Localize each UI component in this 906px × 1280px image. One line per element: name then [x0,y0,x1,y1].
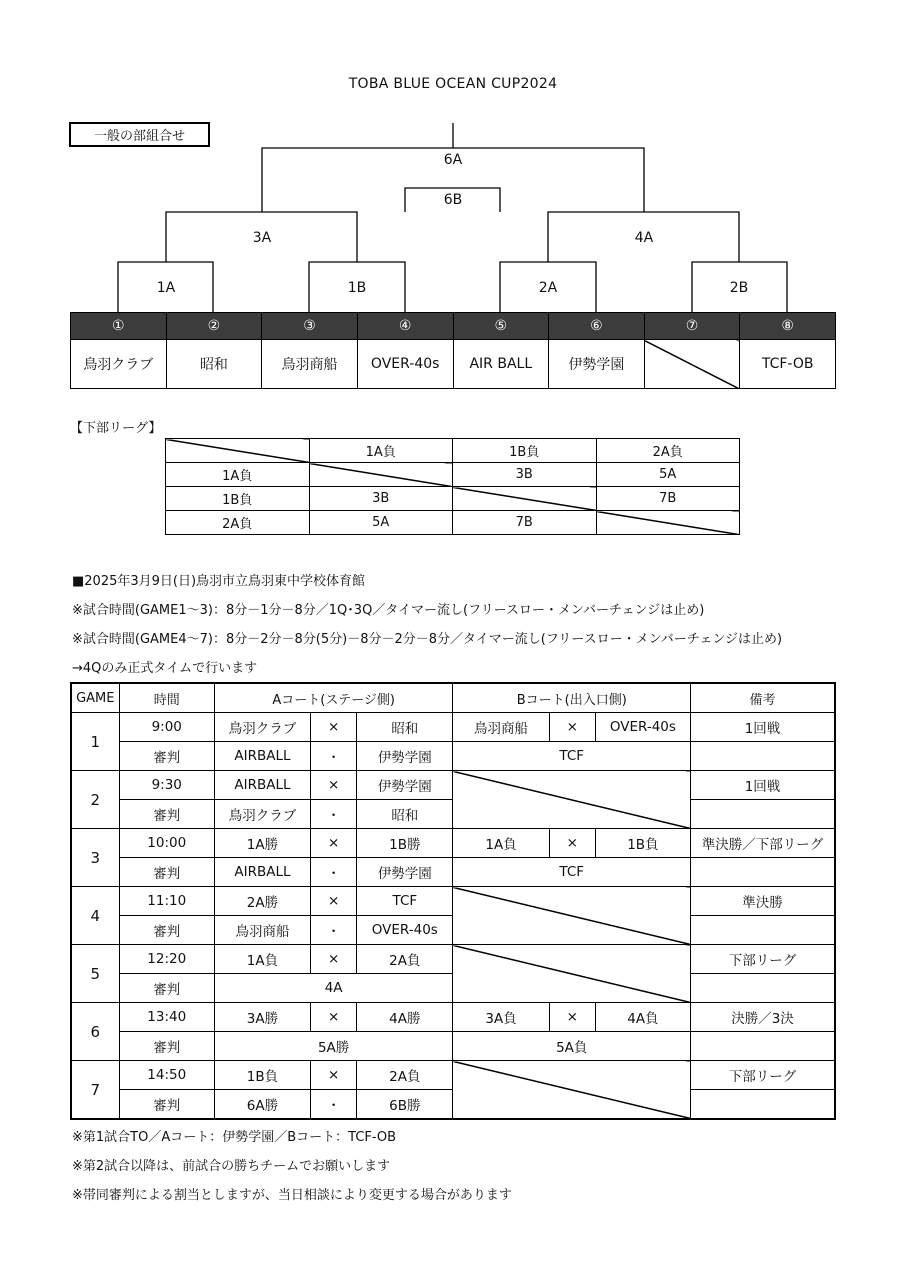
referee-label: 審判 [119,974,214,1003]
bracket-third-label: 6B [443,192,463,208]
game-remark-empty [691,974,835,1003]
timing-note: →4Qのみ正式タイムで行います [72,661,258,676]
court-a-team: 4A勝 [357,1003,453,1032]
court-a-team: 2A負 [357,945,453,974]
game-time: 14:50 [119,1061,214,1090]
lower-league-row [166,463,740,487]
game-referee-row [71,742,835,771]
lower-league-cell: 5A [309,511,453,535]
team-name: 鳥羽クラブ [71,340,167,389]
court-b-referee: TCF [453,742,691,771]
team-name: 昭和 [166,340,262,389]
court-b-unused [453,945,691,1003]
game-remark-empty [691,1090,835,1120]
court-b-referee: TCF [453,858,691,887]
court-b-unused [453,887,691,945]
vs-mark: × [549,1003,595,1032]
court-a-referee: 昭和 [357,800,453,829]
vs-mark: × [311,945,357,974]
team-number: ① [71,313,167,340]
game-number: 7 [71,1061,119,1120]
court-a-referee: 6A勝 [214,1090,310,1120]
bracket-semi-right-label: 4A [634,230,654,246]
lower-league-row-header: 2A負 [166,511,310,535]
game-remark: 1回戦 [691,771,835,800]
lower-league-cell: 7B [453,511,597,535]
court-a-referee: 6B勝 [357,1090,453,1120]
lower-league-row [166,487,740,511]
court-a-team: AIRBALL [214,771,310,800]
vs-mark: × [549,829,595,858]
court-b-team: 1B負 [595,829,690,858]
court-a-team: 2A勝 [214,887,310,916]
game-number: 1 [71,713,119,771]
lower-league-row-header: 1B負 [166,487,310,511]
game-time: 9:00 [119,713,214,742]
team-number: ⑧ [740,313,836,340]
court-a-team: 伊勢学園 [357,771,453,800]
schedule-header-row [71,683,835,713]
court-a-team: 1A勝 [214,829,310,858]
referee-label: 審判 [119,858,214,887]
lower-league-col-header: 1A負 [309,439,453,463]
team-number: ⑤ [453,313,549,340]
game-remark-empty [691,858,835,887]
court-b-team: 4A負 [595,1003,690,1032]
referee-dot: ･ [311,1090,357,1120]
lower-league-col-header: 2A負 [596,439,740,463]
court-a-team: 昭和 [357,713,453,742]
game-time: 13:40 [119,1003,214,1032]
referee-label: 審判 [119,1032,214,1061]
lower-league-cell: 3B [309,487,453,511]
game-remark-empty [691,800,835,829]
court-a-referee: OVER-40s [357,916,453,945]
bracket-r1-label: 2B [729,280,749,296]
lower-league-col-header: 1B負 [453,439,597,463]
lower-league-row-header: 1A負 [166,463,310,487]
lower-league-cell: 3B [453,463,597,487]
court-b-referee: 5A負 [453,1032,691,1061]
footnote: ※第1試合TO／Aコート：伊勢学園／Bコート：TCF-OB [72,1130,397,1145]
bracket-semi-left-label: 3A [252,230,272,246]
division-label: 一般の部組合せ [69,122,210,147]
court-a-team: 鳥羽クラブ [214,713,310,742]
game-time: 10:00 [119,829,214,858]
game-time: 12:20 [119,945,214,974]
referee-dot: ･ [311,742,357,771]
team-number-row [71,313,836,340]
team-name: OVER-40s [357,340,453,389]
court-a-referee: AIRBALL [214,858,310,887]
lower-league-self-cell [309,463,453,487]
game-remark: 準決勝 [691,887,835,916]
court-a-team: 1B負 [214,1061,310,1090]
lower-league-corner [166,439,310,463]
referee-label: 審判 [119,916,214,945]
game-number: 5 [71,945,119,1003]
team-number: ③ [262,313,358,340]
game-number: 2 [71,771,119,829]
game-remark: 決勝／3決 [691,1003,835,1032]
header-remarks: 備考 [691,683,835,713]
game-remark: 下部リーグ [691,945,835,974]
court-a-referee: 鳥羽商船 [214,916,310,945]
lower-league-header-row [166,439,740,463]
court-a-referee: 4A [214,974,453,1003]
game-match-row [71,945,835,974]
lower-league-table [165,438,740,535]
event-date-venue: ■2025年3月9日(日)鳥羽市立鳥羽東中学校体育館 [72,574,366,589]
header-court-a: Aコート(ステージ側) [214,683,453,713]
team-name-row [71,340,836,389]
team-table [70,312,836,389]
court-a-team: 2A負 [357,1061,453,1090]
vs-mark: × [311,1061,357,1090]
court-b-team: OVER-40s [595,713,690,742]
game-time: 9:30 [119,771,214,800]
bracket-final-label: 6A [443,152,463,168]
game-number: 4 [71,887,119,945]
team-name: TCF-OB [740,340,836,389]
lower-league-self-cell [453,487,597,511]
game-match-row [71,713,835,742]
referee-dot: ･ [311,858,357,887]
game-match-row [71,829,835,858]
game-remark-empty [691,916,835,945]
lower-league-title: 【下部リーグ】 [70,421,162,436]
game-remark: 下部リーグ [691,1061,835,1090]
game-match-row [71,1003,835,1032]
vs-mark: × [311,713,357,742]
lower-league-cell: 7B [596,487,740,511]
footnote: ※帯同審判による割当としますが、当日相談により変更する場合があります [72,1188,512,1203]
game-time-note: ※試合時間(GAME1～3)：8分－1分－8分／1Q･3Q／タイマー流し(フリースロー・メンバーチェンジは止め) [72,603,705,618]
referee-label: 審判 [119,1090,214,1120]
referee-label: 審判 [119,742,214,771]
vs-mark: × [311,887,357,916]
bracket-r1-label: 2A [538,280,558,296]
court-b-unused [453,1061,691,1120]
team-name: AIR BALL [453,340,549,389]
game-referee-row [71,858,835,887]
lower-league-self-cell [596,511,740,535]
header-court-b: Bコート(出入口側) [453,683,691,713]
game-number: 6 [71,1003,119,1061]
schedule-body [71,713,835,1120]
header-game: GAME [71,683,119,713]
team-name: 伊勢学園 [549,340,645,389]
game-match-row [71,1061,835,1090]
game-remark-empty [691,1032,835,1061]
game-referee-row [71,1032,835,1061]
game-remark: 準決勝／下部リーグ [691,829,835,858]
game-remark-empty [691,742,835,771]
empty-team-slot [644,340,740,389]
court-b-team: 鳥羽商船 [453,713,549,742]
game-match-row [71,771,835,800]
lower-league-row [166,511,740,535]
court-b-team: 3A負 [453,1003,549,1032]
court-a-team: 3A勝 [214,1003,310,1032]
vs-mark: × [549,713,595,742]
referee-dot: ･ [311,800,357,829]
bracket-r1-label: 1A [156,280,176,296]
court-a-team: TCF [357,887,453,916]
game-time: 11:10 [119,887,214,916]
page-title: TOBA BLUE OCEAN CUP2024 [348,76,558,92]
footnote: ※第2試合以降は、前試合の勝ちチームでお願いします [72,1159,391,1174]
game-time-note: ※試合時間(GAME4～7)：8分－2分－8分(5分)－8分－2分－8分／タイマー流し(フリースロー・メンバーチェンジは止め) [72,632,783,647]
vs-mark: × [311,829,357,858]
vs-mark: × [311,1003,357,1032]
court-a-referee: 5A勝 [214,1032,453,1061]
team-number: ② [166,313,262,340]
game-match-row [71,887,835,916]
court-a-referee: AIRBALL [214,742,310,771]
court-b-team: 1A負 [453,829,549,858]
team-number: ⑥ [549,313,645,340]
team-name: 鳥羽商船 [262,340,358,389]
game-number: 3 [71,829,119,887]
game-remark: 1回戦 [691,713,835,742]
header-time: 時間 [119,683,214,713]
court-b-unused [453,771,691,829]
lower-league-cell: 5A [596,463,740,487]
court-a-referee: 伊勢学園 [357,858,453,887]
vs-mark: × [311,771,357,800]
team-number: ⑦ [644,313,740,340]
referee-label: 審判 [119,800,214,829]
court-a-team: 1B勝 [357,829,453,858]
court-a-team: 1A負 [214,945,310,974]
team-number: ④ [357,313,453,340]
schedule-table [70,682,836,1120]
referee-dot: ･ [311,916,357,945]
court-a-referee: 鳥羽クラブ [214,800,310,829]
bracket-r1-label: 1B [347,280,367,296]
court-a-referee: 伊勢学園 [357,742,453,771]
